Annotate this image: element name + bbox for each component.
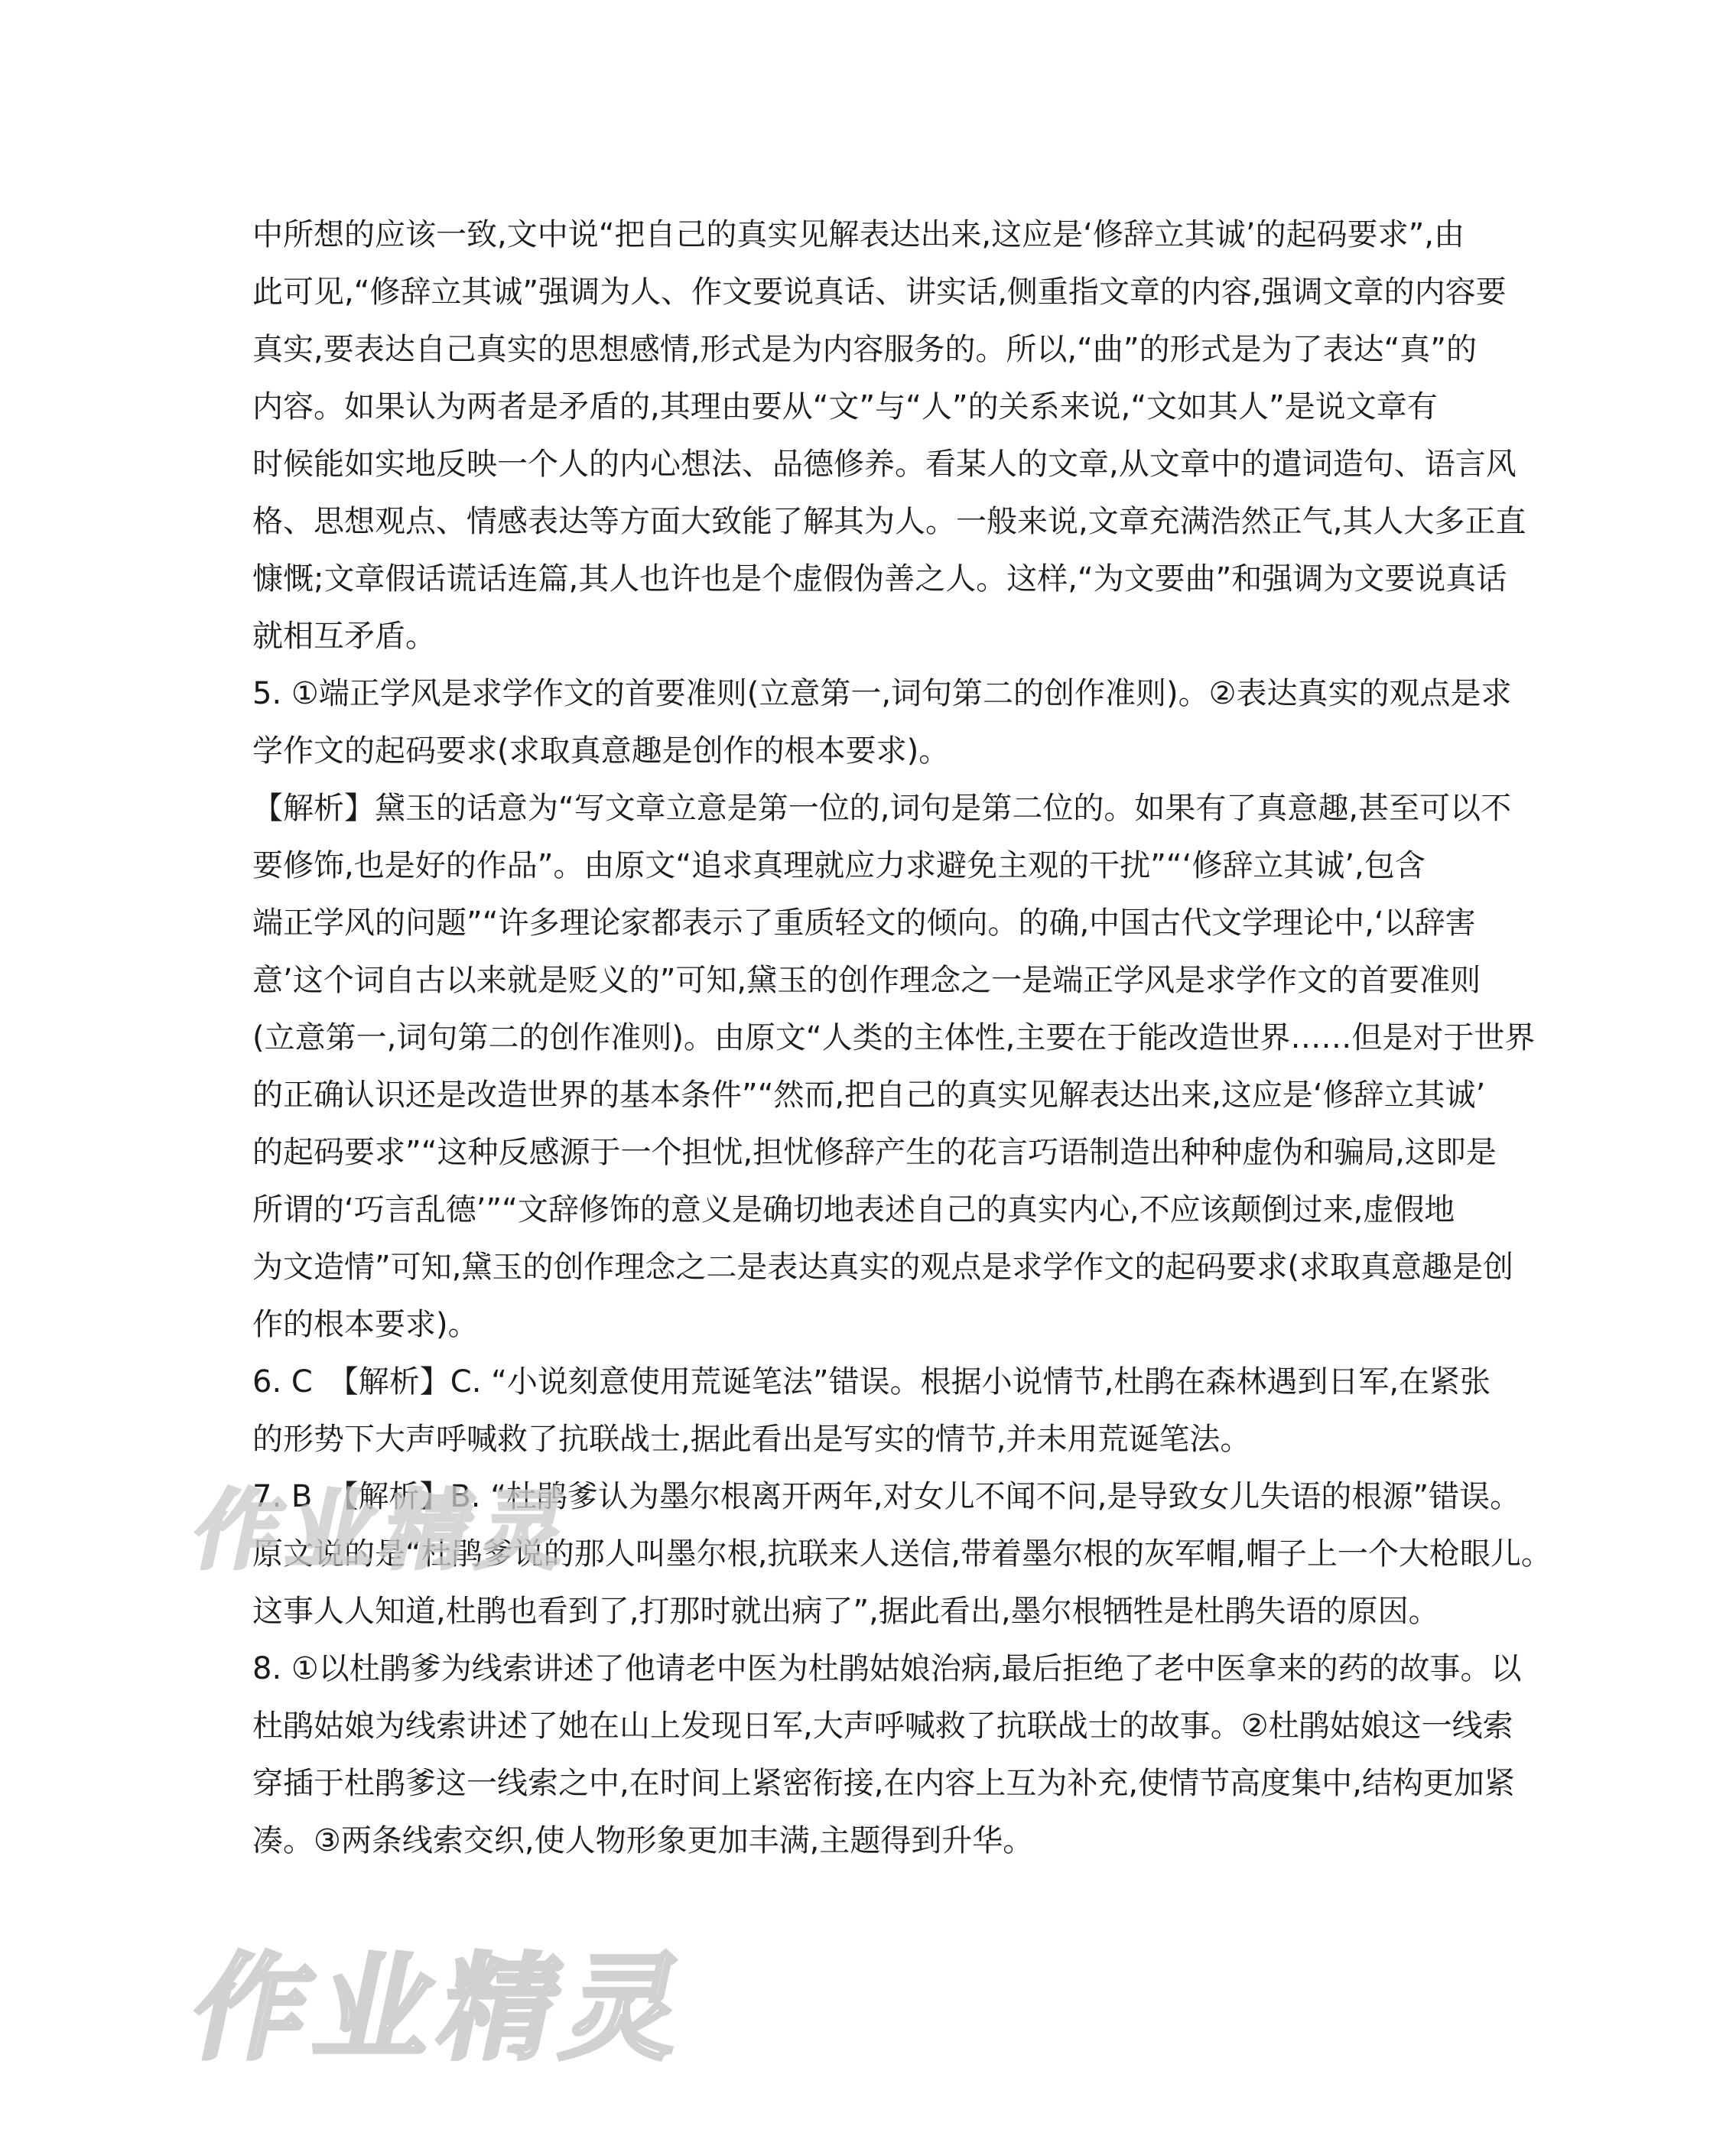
watermark-logo: 作业精灵: [185, 1481, 586, 1581]
text-line: 真实,要表达自己真实的思想感情,形式是为内容服务的。所以,“曲”的形式是为了表达“真”的: [252, 332, 1478, 367]
answer-8-line: 穿插于杜鹃爹这一线索之中,在时间上紧密衔接,在内容上互为补充,使情节高度集中,结构更加紧: [252, 1766, 1515, 1801]
answer-7-line: 这事人人知道,杜鹃也看到了,打那时就出病了”,据此看出,墨尔根牺牲是杜鹃失语的原因。: [252, 1594, 1439, 1629]
answer-6-line: 6. C 【解析】C. “小说刻意使用荒诞笔法”错误。根据小说情节,杜鹃在森林遇到日军,在紧张: [252, 1364, 1491, 1400]
text-line: 此可见,“修辞立其诚”强调为人、作文要说真话、讲实话,侧重指文章的内容,强调文章的内容要: [252, 275, 1507, 310]
text-line: 格、思想观点、情感表达等方面大致能了解其为人。一般来说,文章充满浩然正气,其人大多正直: [252, 504, 1526, 539]
text-line: 时候能如实地反映一个人的内心想法、品德修养。看某人的文章,从文章中的遣词造句、语言风: [252, 447, 1517, 482]
analysis-line: 的正确认识还是改造世界的基本条件”“然而,把自己的真实见解表达出来,这应是‘修辞立其诚’: [252, 1078, 1486, 1113]
analysis-line: 作的根本要求)。: [252, 1307, 479, 1342]
text-line: 就相互矛盾。: [252, 619, 436, 654]
text-line: 内容。如果认为两者是矛盾的,其理由要从“文”与“人”的关系来说,“文如其人”是说文章有: [252, 389, 1438, 424]
analysis-line: 意’这个词自古以来就是贬义的”可知,黛玉的创作理念之一是端正学风是求学作文的首要准则: [252, 963, 1481, 998]
answer-text-block: [252, 206, 1552, 1870]
analysis-line: 所谓的‘巧言乱德’”“文辞修饰的意义是确切地表述自己的真实内心,不应该颠倒过来,虚假地: [252, 1192, 1455, 1227]
answer-8-line: 杜鹃姑娘为线索讲述了她在山上发现日军,大声呼喊救了抗联战士的故事。②杜鹃姑娘这一线索: [252, 1708, 1513, 1744]
analysis-line: 【解析】黛玉的话意为“写文章立意是第一位的,词句是第二位的。如果有了真意趣,甚至可以不: [252, 791, 1512, 826]
answer-5-line: 5. ①端正学风是求学作文的首要准则(立意第一,词句第二的创作准则)。②表达真实的观点是求: [252, 676, 1512, 711]
analysis-line: 为文造情”可知,黛玉的创作理念之二是表达真实的观点是求学作文的起码要求(求取真意趣是创: [252, 1250, 1514, 1285]
text-line: 慷慨;文章假话谎话连篇,其人也许也是个虚假伪善之人。这样,“为文要曲”和强调为文要说真话: [252, 561, 1507, 597]
analysis-line: 要修饰,也是好的作品”。由原文“追求真理就应力求避免主观的干扰”“‘修辞立其诚’,包含: [252, 848, 1426, 883]
answer-6-line: 的形势下大声呼喊救了抗联战士,据此看出是写实的情节,并未用荒诞笔法。: [252, 1422, 1251, 1457]
text-line: 中所想的应该一致,文中说“把自己的真实见解表达出来,这应是‘修辞立其诚’的起码要求”,由: [252, 217, 1465, 252]
answer-8-line: 8. ①以杜鹃爹为线索讲述了他请老中医为杜鹃姑娘治病,最后拒绝了老中医拿来的药的故事。以: [252, 1651, 1522, 1686]
analysis-line: 端正学风的问题”“许多理论家都表示了重质轻文的倾向。的确,中国古代文学理论中,‘以辞害: [252, 905, 1476, 941]
analysis-line: (立意第一,词句第二的创作准则)。由原文“人类的主体性,主要在于能改造世界……但是对于世界: [252, 1020, 1536, 1055]
answer-5-line: 学作文的起码要求(求取真意趣是创作的根本要求)。: [252, 733, 950, 769]
answer-7-line: 7. B 【解析】B. “杜鹃爹认为墨尔根离开两年,对女儿不闻不问,是导致女儿失语的根源”错误。: [252, 1479, 1521, 1514]
watermark-logo: 作业精灵: [180, 1943, 705, 2076]
answer-8-line: 凑。③两条线索交织,使人物形象更加丰满,主题得到升华。: [252, 1823, 1034, 1858]
analysis-line: 的起码要求”“这种反感源于一个担忧,担忧修辞产生的花言巧语制造出种种虚伪和骗局,这即是: [252, 1135, 1497, 1170]
answer-7-line: 原文说的是“杜鹃爹说的那人叫墨尔根,抗联来人送信,带着墨尔根的灰军帽,帽子上一个大枪眼儿。: [252, 1536, 1552, 1572]
